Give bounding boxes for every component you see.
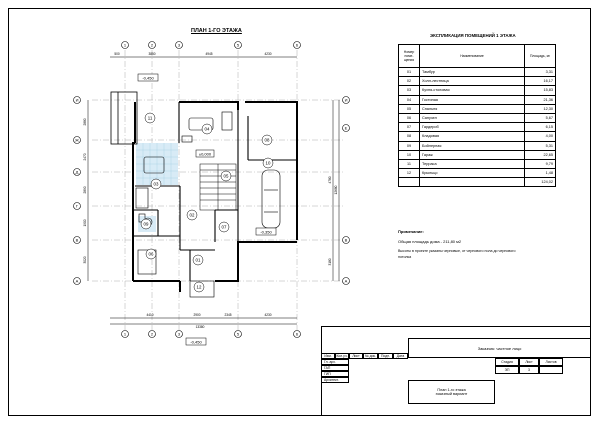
dim-bottom-2: 2900 bbox=[193, 313, 201, 317]
axis-bottom-3: 3 bbox=[177, 331, 181, 337]
cell-num: 04 bbox=[399, 95, 420, 104]
sheet-name-line-2: эскизный вариант bbox=[435, 392, 468, 396]
axis-bottom-2: 2 bbox=[150, 331, 154, 337]
cell-area: 15,83 bbox=[525, 86, 556, 95]
axis-left-d: Д bbox=[75, 169, 79, 175]
explication-title: ЭКСПЛИКАЦИЯ ПОМЕЩЕНИЙ 1 ЭТАЖА bbox=[430, 33, 516, 38]
axis-right-i: И bbox=[344, 97, 348, 103]
room-09: 09 bbox=[143, 221, 149, 227]
table-row bbox=[399, 132, 556, 141]
notes-heading: Примечание: bbox=[398, 229, 424, 234]
dim-left-6: 3020 bbox=[83, 256, 87, 264]
table-row bbox=[399, 68, 556, 77]
project-name: Заказчик: частное лицо bbox=[408, 338, 591, 358]
dimension-lines bbox=[88, 57, 339, 324]
role-arch: Архитект. bbox=[321, 377, 349, 383]
room-12: 12 bbox=[196, 284, 202, 290]
room-07: 07 bbox=[221, 224, 227, 230]
axis-bottom-6: 6 bbox=[295, 331, 299, 337]
cell-num: 11 bbox=[399, 159, 420, 168]
cell-name: Тамбур bbox=[420, 68, 525, 77]
dim-top-2: 3850 bbox=[148, 52, 156, 56]
col-izm: Изм. bbox=[321, 353, 335, 359]
explication-header-area: Площадь, м² bbox=[525, 45, 556, 68]
cell-num: 01 bbox=[399, 68, 420, 77]
sheets-header: Листов bbox=[539, 358, 563, 366]
notes-total-area: Общая площадь дома - 211,80 м2 bbox=[398, 239, 462, 244]
explication-table bbox=[398, 44, 556, 187]
axis-left-v: В bbox=[75, 237, 79, 243]
axis-right-e: Е bbox=[344, 125, 348, 131]
table-row bbox=[399, 123, 556, 132]
role-gap: ГАП bbox=[321, 365, 349, 371]
axis-bottom-1: 1 bbox=[123, 331, 127, 337]
cell-name: Гостиная bbox=[420, 95, 525, 104]
col-kol: Кол.уч. bbox=[336, 354, 348, 358]
sheet-value: 3 bbox=[519, 366, 539, 374]
interior-walls bbox=[133, 102, 297, 281]
cell-num: 09 bbox=[399, 141, 420, 150]
axis-right-a: А bbox=[344, 278, 348, 284]
cell-area: 1,48 bbox=[525, 169, 556, 178]
table-row bbox=[399, 159, 556, 168]
cell-name: Кладовая bbox=[420, 132, 525, 141]
room-08: 08 bbox=[264, 137, 270, 143]
table-row bbox=[399, 141, 556, 150]
room-02: 02 bbox=[189, 212, 195, 218]
cell-area: 22,65 bbox=[525, 150, 556, 159]
plan-title: ПЛАН 1-ГО ЭТАЖА bbox=[191, 28, 242, 34]
table-row-total bbox=[399, 178, 556, 187]
room-03: 03 bbox=[153, 181, 159, 187]
axis-top-5: 5 bbox=[236, 42, 240, 48]
level-marks bbox=[138, 74, 276, 345]
cell-name: Санузел bbox=[420, 113, 525, 122]
cell-area: 5,67 bbox=[525, 113, 556, 122]
stage-value: ЭП bbox=[495, 366, 519, 374]
role-gl-arch: Гл. арх. bbox=[321, 359, 349, 365]
dim-bottom-3: 2345 bbox=[224, 313, 232, 317]
dim-right-2: 3180 bbox=[328, 258, 332, 266]
level-garage: -0,350 bbox=[260, 229, 272, 235]
col-data: Дата bbox=[393, 353, 408, 359]
explication-header-row bbox=[399, 45, 556, 68]
level-main: ±0,000 bbox=[198, 151, 212, 157]
stage-header: Стадия bbox=[495, 358, 519, 366]
sheets-value bbox=[539, 366, 563, 374]
table-row bbox=[399, 95, 556, 104]
dim-left-4: 1900 bbox=[83, 219, 87, 227]
notes-line-2: потолка bbox=[398, 255, 412, 259]
axis-top-3: 3 bbox=[177, 42, 181, 48]
cell-name bbox=[420, 178, 525, 187]
dim-bottom-total: 13380 bbox=[195, 325, 205, 329]
cell-area: 21,36 bbox=[525, 95, 556, 104]
table-row bbox=[399, 169, 556, 178]
dim-top-3: 4945 bbox=[205, 52, 213, 56]
room-01: 01 bbox=[195, 257, 201, 263]
role-gip: ГИП bbox=[321, 371, 349, 377]
cell-area-total: 124,02 bbox=[525, 178, 556, 187]
dim-bottom-1: 4410 bbox=[146, 313, 154, 317]
axis-top-6: 6 bbox=[295, 42, 299, 48]
cell-area: 4,00 bbox=[525, 132, 556, 141]
sheet-name bbox=[408, 380, 495, 404]
axis-top-1: 1 bbox=[123, 42, 127, 48]
room-11: 11 bbox=[147, 115, 153, 121]
level-terrace: -0,450 bbox=[142, 75, 154, 81]
axis-right-v: В bbox=[344, 237, 348, 243]
cell-num: 06 bbox=[399, 113, 420, 122]
dim-left-2: 2470 bbox=[83, 153, 87, 161]
cell-name: Терраса bbox=[420, 159, 525, 168]
axis-left-i: И bbox=[75, 97, 79, 103]
cell-area: 9,79 bbox=[525, 159, 556, 168]
room-06: 06 bbox=[148, 251, 154, 257]
cell-area: 3,31 bbox=[525, 68, 556, 77]
axis-bottom-5: 5 bbox=[236, 331, 240, 337]
title-block bbox=[321, 326, 591, 416]
dim-bottom-4: 4230 bbox=[264, 313, 272, 317]
axis-left-a: А bbox=[75, 278, 79, 284]
cell-num: 05 bbox=[399, 104, 420, 113]
cell-num: 10 bbox=[399, 150, 420, 159]
cell-name: Крыльцо bbox=[420, 169, 525, 178]
dim-right-1: 4780 bbox=[328, 176, 332, 184]
cell-name: Гараж bbox=[420, 150, 525, 159]
table-row bbox=[399, 104, 556, 113]
cell-num bbox=[399, 178, 420, 187]
dim-right-total: 12680 bbox=[334, 185, 338, 195]
room-05: 05 bbox=[223, 173, 229, 179]
level-entrance: -0,450 bbox=[190, 339, 202, 345]
cell-num: 12 bbox=[399, 169, 420, 178]
dim-top-4: 4230 bbox=[264, 52, 272, 56]
explication-header-name: Наименование bbox=[420, 45, 525, 68]
dim-top-1: 500 bbox=[114, 52, 120, 56]
col-doc: № док. bbox=[363, 353, 378, 359]
cell-num: 07 bbox=[399, 123, 420, 132]
axis-left-zh: Ж bbox=[75, 137, 79, 143]
notes-line-1: Высоты в проекте указаны черновые, от чернового пола до чернового bbox=[398, 249, 516, 253]
axis-markers-top bbox=[74, 42, 350, 338]
staircase bbox=[200, 164, 236, 210]
sheet-header: Лист bbox=[519, 358, 539, 366]
table-row bbox=[399, 113, 556, 122]
room-04: 04 bbox=[204, 126, 210, 132]
dimension-texts bbox=[83, 52, 338, 329]
cell-name: Бойлерная bbox=[420, 141, 525, 150]
col-list: Лист bbox=[349, 353, 363, 359]
axis-left-g: Г bbox=[75, 203, 79, 209]
cell-name: Холл-лестница bbox=[420, 77, 525, 86]
cell-num: 08 bbox=[399, 132, 420, 141]
axis-labels bbox=[75, 43, 348, 337]
table-row bbox=[399, 86, 556, 95]
explication-header-num: Номер поме- щения bbox=[399, 45, 420, 68]
table-row bbox=[399, 77, 556, 86]
cell-name: Кухня-столовая bbox=[420, 86, 525, 95]
dim-left-3: 2890 bbox=[83, 186, 87, 194]
dim-left-1: 2880 bbox=[83, 118, 87, 126]
cell-num: 02 bbox=[399, 77, 420, 86]
room-10: 10 bbox=[265, 160, 271, 166]
cell-area: 5,31 bbox=[525, 141, 556, 150]
cell-name: Гардероб bbox=[420, 123, 525, 132]
sheet-name-line-1: План 1-го этажа bbox=[437, 388, 466, 392]
cell-area: 12,30 bbox=[525, 104, 556, 113]
col-podp: Подп. bbox=[378, 353, 393, 359]
cell-num: 03 bbox=[399, 86, 420, 95]
cell-area: 6,15 bbox=[525, 123, 556, 132]
axis-top-2: 2 bbox=[150, 42, 154, 48]
cell-area: 16,17 bbox=[525, 77, 556, 86]
cell-name: Спальня bbox=[420, 104, 525, 113]
exterior-walls bbox=[133, 102, 297, 292]
table-row bbox=[399, 150, 556, 159]
